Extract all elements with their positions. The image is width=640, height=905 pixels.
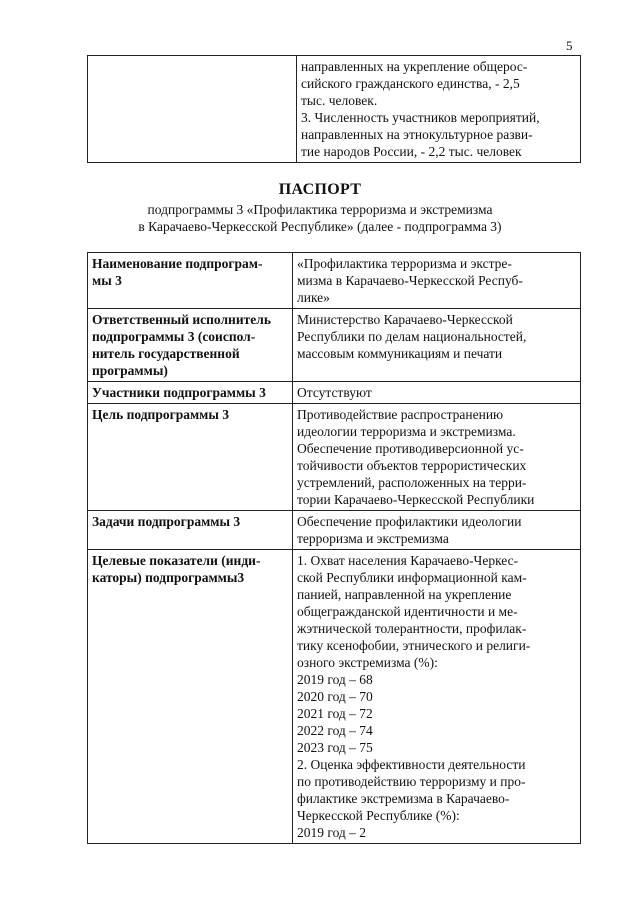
row-label: Участники подпрограммы 3 — [88, 382, 293, 404]
row-value: Противодействие распространению идеологии терроризма и экстремизма. Обеспечение противодиверсионной ус- тойчивости объектов террористических устремлений, расположенных на терри- тории Карачаево-Черкесской Республики — [293, 404, 581, 511]
table-row — [88, 511, 581, 550]
passport-table — [87, 252, 581, 844]
row-label: Задачи подпрограммы 3 — [88, 511, 293, 550]
table-row — [88, 56, 581, 163]
table-row — [88, 404, 581, 511]
row-value: Министерство Карачаево-Черкесской Республики по делам национальностей, массовым коммуникациям и печати — [293, 309, 581, 382]
text-line: тие народов России, - 2,2 тыс. человек — [301, 144, 522, 159]
row-value: «Профилактика терроризма и экстре- мизма в Карачаево-Черкесской Респуб- лике» — [293, 253, 581, 309]
row-label: Наименование подпрограм- мы 3 — [88, 253, 293, 309]
text-line: сийского гражданского единства, - 2,5 — [301, 76, 520, 91]
row-label: Целевые показатели (инди- каторы) подпрограммы3 — [88, 550, 293, 844]
text-line: направленных на укрепление общерос- — [301, 59, 528, 74]
continuation-table — [87, 55, 581, 163]
text-line: 3. Численность участников мероприятий, — [301, 110, 540, 125]
row-label: Цель подпрограммы 3 — [88, 404, 293, 511]
page-number: 5 — [566, 38, 573, 53]
row-value: Отсутствуют — [293, 382, 581, 404]
table-row — [88, 382, 581, 404]
passport-subtitle-line1: подпрограммы 3 «Профилактика терроризма и экстремизма — [147, 202, 493, 217]
row-label: Ответственный исполнитель подпрограммы 3 (соиспол- нитель государственной программы) — [88, 309, 293, 382]
table-row — [88, 253, 581, 309]
text-line: тыс. человек. — [301, 93, 378, 108]
text-line: направленных на этнокультурное разви- — [301, 127, 533, 142]
row-value: Обеспечение профилактики идеологии терроризма и экстремизма — [293, 511, 581, 550]
table-row — [88, 550, 581, 844]
row-value: 1. Охват населения Карачаево-Черкес- ской Республики информационной кам- панией, направленной на укрепление общегражданской идентичности и ме- жэтнической толерантности, профилак- тику ксенофобии, этнического и религи- озного экстремизма (%): 2019 год – 68 2020 год – 70 2021 год – 72 2022 год – 74 2023 год – 75 2. Оценка эффективности деятельности по противодействию терроризму и про- филактике экстремизма в Карачаево- Черкесской Республике (%): 2019 год – 2 — [293, 550, 581, 844]
continuation-cell — [297, 56, 581, 163]
empty-cell — [88, 56, 297, 163]
passport-subtitle-line2: в Карачаево-Черкесской Республике» (далее - подпрограмма 3) — [138, 219, 502, 234]
passport-title: ПАСПОРТ — [278, 181, 362, 198]
table-row — [88, 309, 581, 382]
